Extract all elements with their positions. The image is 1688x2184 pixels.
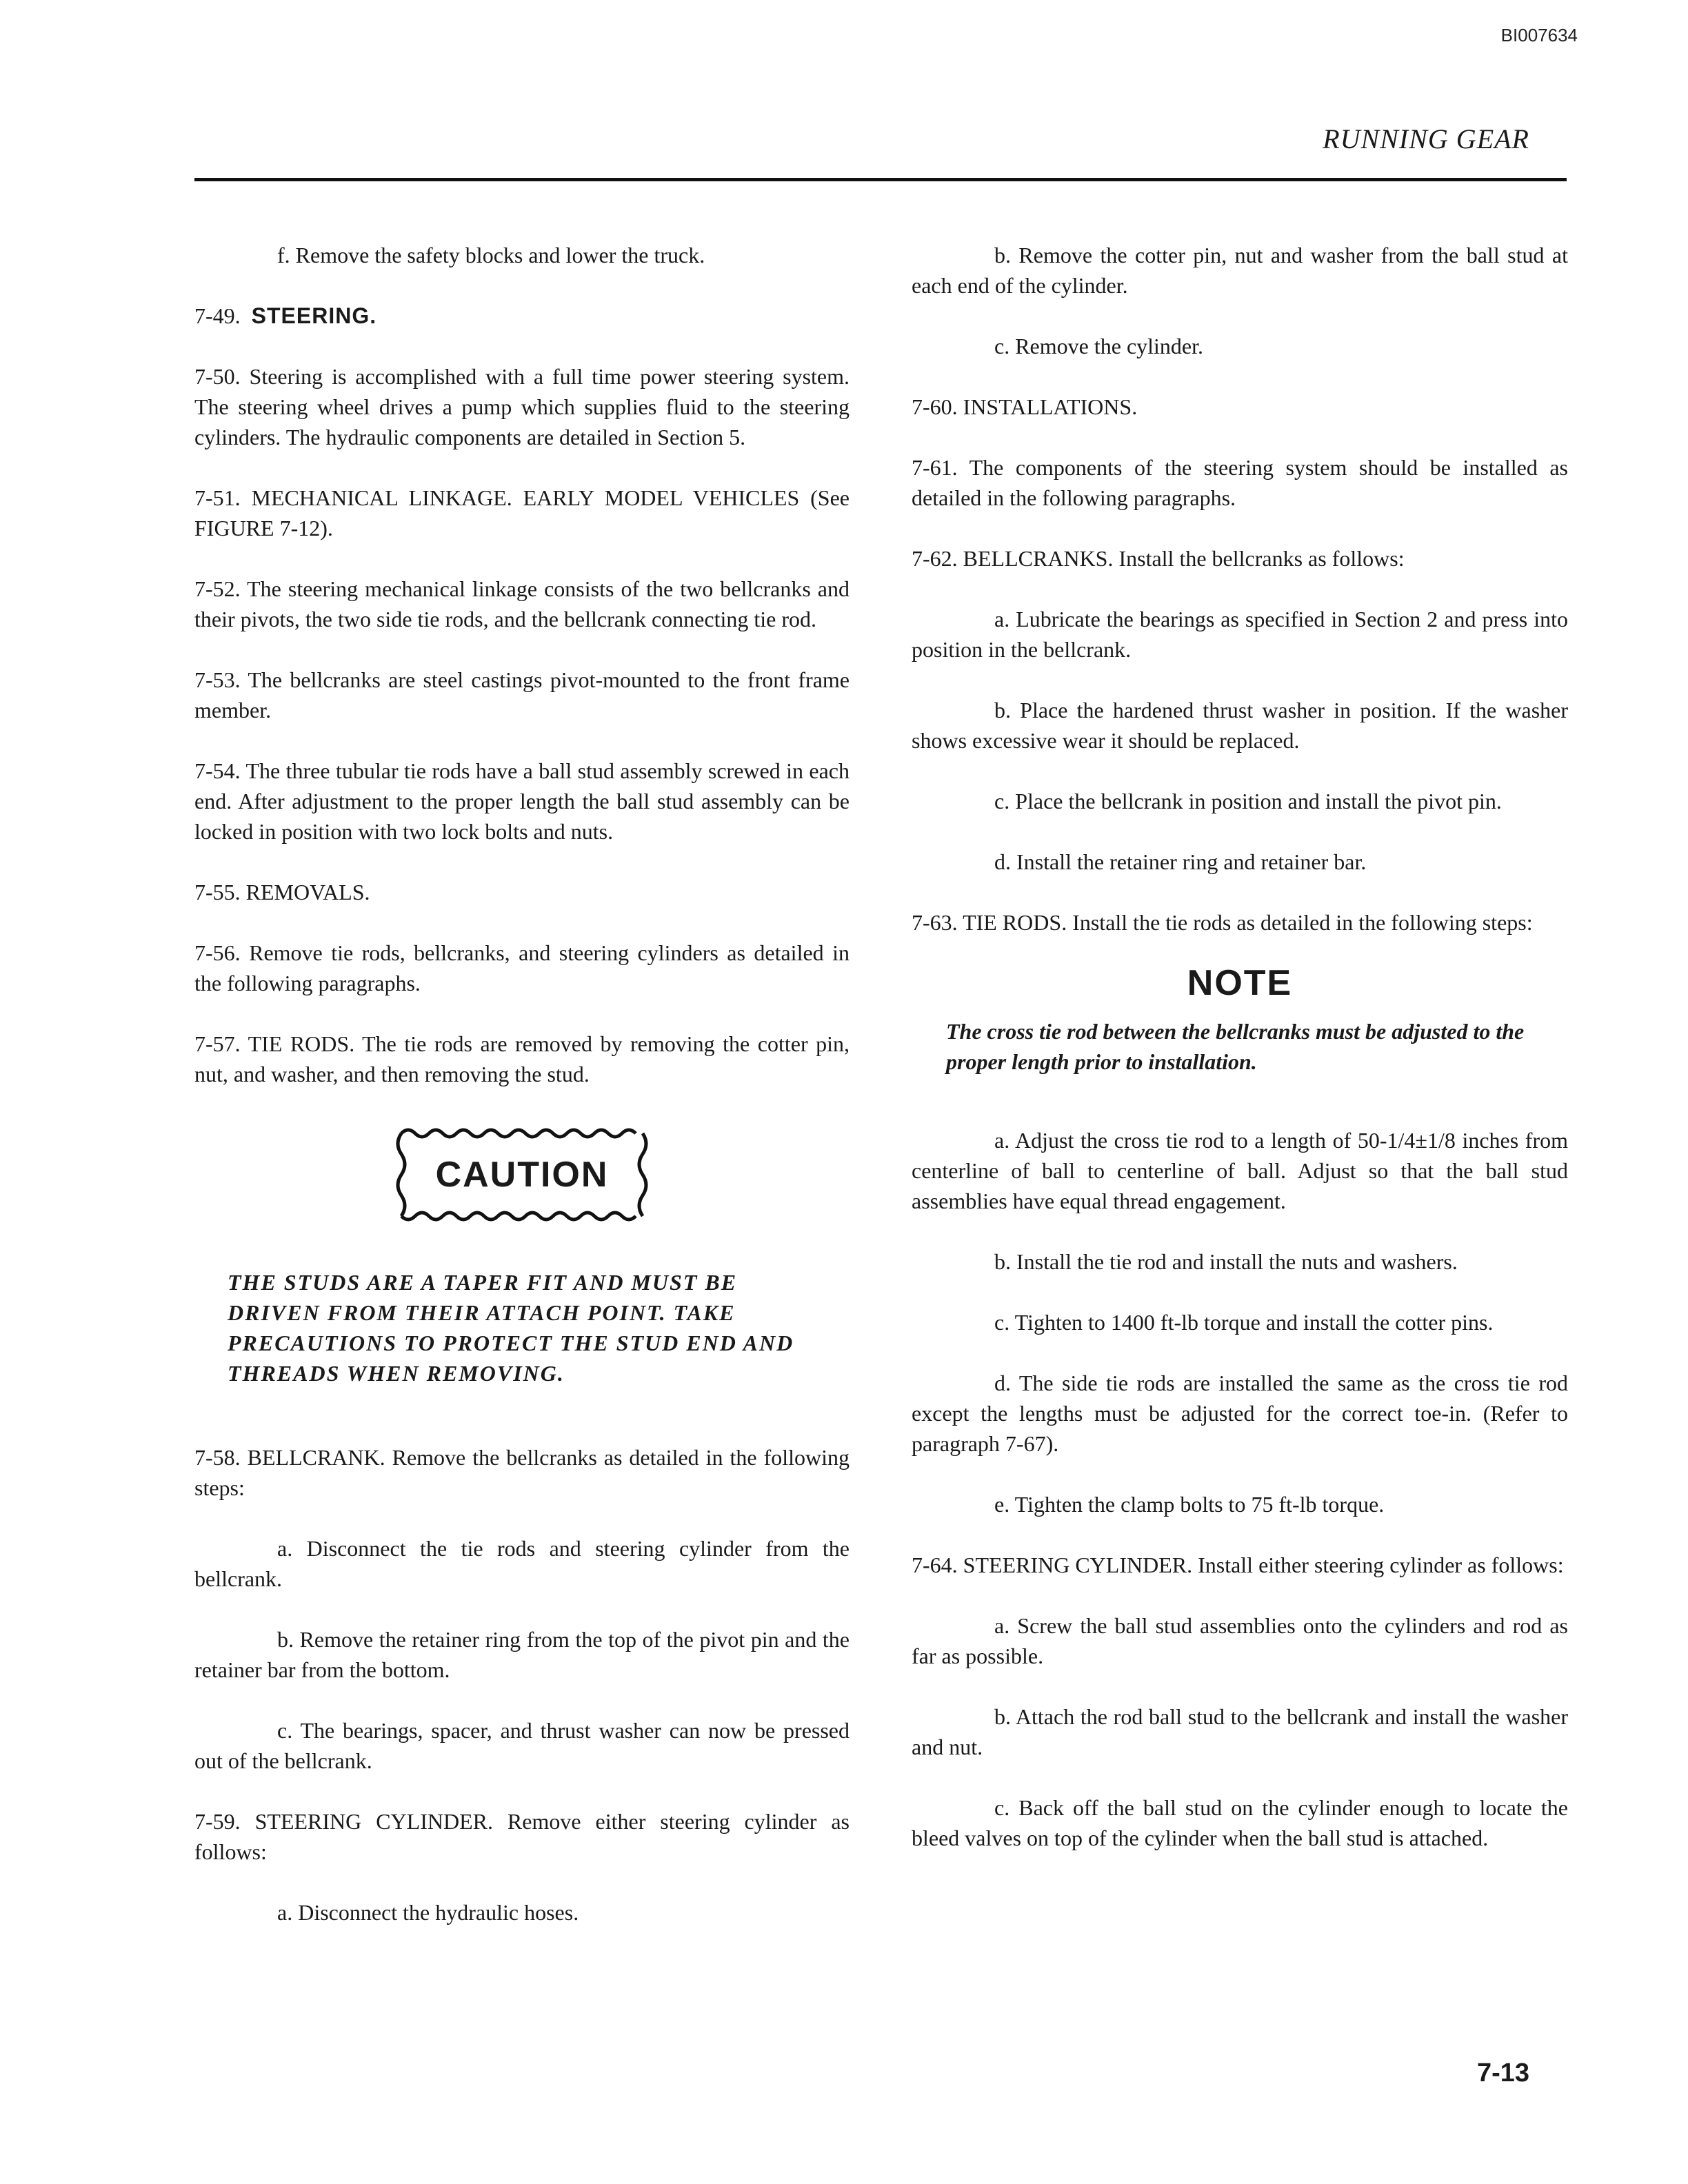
para-7-58: 7-58. BELLCRANK. Remove the bellcranks as detailed in the following steps: — [194, 1445, 850, 1500]
para-7-55: 7-55. REMOVALS. — [194, 880, 370, 904]
step-7-62-c: c. Place the bellcrank in position and install the pivot pin. — [994, 789, 1502, 813]
running-head: RUNNING GEAR — [1323, 123, 1529, 154]
step-7-62-d: d. Install the retainer ring and retainer bar. — [994, 849, 1367, 874]
para-7-64: 7-64. STEERING CYLINDER. Install either steering cylinder as follows: — [912, 1553, 1564, 1577]
step-7-64-b: b. Attach the rod ball stud to the bellcrank and install the washer and nut. — [912, 1704, 1568, 1759]
step-7-59-a: a. Disconnect the hydraulic hoses. — [277, 1900, 579, 1925]
document-id: BI007634 — [1500, 25, 1578, 46]
caution-box — [394, 1120, 650, 1230]
caution-text: THE STUDS ARE A TAPER FIT AND MUST BE DRIVEN FROM THEIR ATTACH POINT. TAKE PRECAUTIONS TO PROTECT THE STUD END AND THREADS WHEN REMOVING. — [228, 1270, 794, 1386]
step-7-63-d: d. The side tie rods are installed the same as the cross tie rod except the lengths must be adjusted for the correct toe-in. (Refer to paragraph 7-67). — [912, 1371, 1568, 1456]
step-7-64-a: a. Screw the ball stud assemblies onto the cylinders and rod as far as possible. — [912, 1613, 1568, 1668]
para-7-62: 7-62. BELLCRANKS. Install the bellcranks as follows: — [912, 546, 1405, 571]
step-7-63-a: a. Adjust the cross tie rod to a length of 50-1/4±1/8 inches from centerline of ball to centerline of ball. Adjust so that the ball stud assemblies have equal thread engagement. — [912, 1128, 1568, 1213]
step-7-63-b: b. Install the tie rod and install the nuts and washers. — [994, 1249, 1458, 1274]
para-7-60: 7-60. INSTALLATIONS. — [912, 394, 1138, 419]
caution-label: CAUTION — [435, 1155, 609, 1195]
header-rule — [194, 178, 1567, 181]
step-7-63-c: c. Tighten to 1400 ft-lb torque and install the cotter pins. — [994, 1310, 1494, 1335]
step-7-62-a: a. Lubricate the bearings as specified in Section 2 and press into position in the bellcrank. — [912, 607, 1568, 662]
para-7-63: 7-63. TIE RODS. Install the tie rods as detailed in the following steps: — [912, 910, 1533, 935]
para-7-53: 7-53. The bellcranks are steel castings pivot-mounted to the front frame member. — [194, 667, 850, 722]
para-7-56: 7-56. Remove tie rods, bellcranks, and steering cylinders as detailed in the following paragraphs. — [194, 940, 850, 995]
note-label: NOTE — [1187, 963, 1293, 1003]
step-7-59-b: b. Remove the cotter pin, nut and washer from the ball stud at each end of the cylinder. — [912, 243, 1568, 298]
para-7-59: 7-59. STEERING CYLINDER. Remove either steering cylinder as follows: — [194, 1809, 850, 1864]
step-7-63-e: e. Tighten the clamp bolts to 75 ft-lb torque. — [994, 1492, 1385, 1517]
step-7-59-c: c. Remove the cylinder. — [994, 334, 1204, 358]
right-column — [912, 240, 1568, 1883]
step-7-58-c: c. The bearings, spacer, and thrust washer can now be pressed out of the bellcrank. — [194, 1718, 850, 1773]
section-title: STEERING. — [251, 303, 377, 328]
step-7-58-a: a. Disconnect the tie rods and steering cylinder from the bellcrank. — [194, 1536, 850, 1591]
para-7-61: 7-61. The components of the steering system should be installed as detailed in the following paragraphs. — [912, 455, 1568, 510]
para-7-57: 7-57. TIE RODS. The tie rods are removed by removing the cotter pin, nut, and washer, and then removing the stud. — [194, 1031, 850, 1086]
step-f: f. Remove the safety blocks and lower the truck. — [277, 243, 705, 267]
para-7-52: 7-52. The steering mechanical linkage consists of the two bellcranks and their pivots, the two side tie rods, and the bellcrank connecting tie rod. — [194, 576, 850, 631]
para-7-50: 7-50. Steering is accomplished with a full time power steering system. The steering wheel drives a pump which supplies fluid to the steering cylinders. The hydraulic components are detailed in Section 5. — [194, 364, 850, 449]
section-heading-steering — [194, 301, 850, 331]
step-7-58-b: b. Remove the retainer ring from the top of the pivot pin and the retainer bar from the bottom. — [194, 1627, 850, 1682]
page-number: 7-13 — [1476, 2059, 1529, 2087]
left-column — [194, 240, 850, 1958]
step-7-62-b: b. Place the hardened thrust washer in position. If the washer shows excessive wear it should be replaced. — [912, 698, 1568, 753]
note-text: The cross tie rod between the bellcranks must be adjusted to the proper length prior to installation. — [946, 1019, 1525, 1074]
para-7-54: 7-54. The three tubular tie rods have a ball stud assembly screwed in each end. After adjustment to the proper length the ball stud assembly can be locked in position with two lock bolts and nuts. — [194, 758, 850, 844]
section-number: 7-49. — [194, 303, 241, 328]
para-7-51: 7-51. MECHANICAL LINKAGE. EARLY MODEL VEHICLES (See FIGURE 7-12). — [194, 485, 850, 540]
step-7-64-c: c. Back off the ball stud on the cylinder enough to locate the bleed valves on top of the cylinder when the ball stud is attached. — [912, 1795, 1568, 1850]
